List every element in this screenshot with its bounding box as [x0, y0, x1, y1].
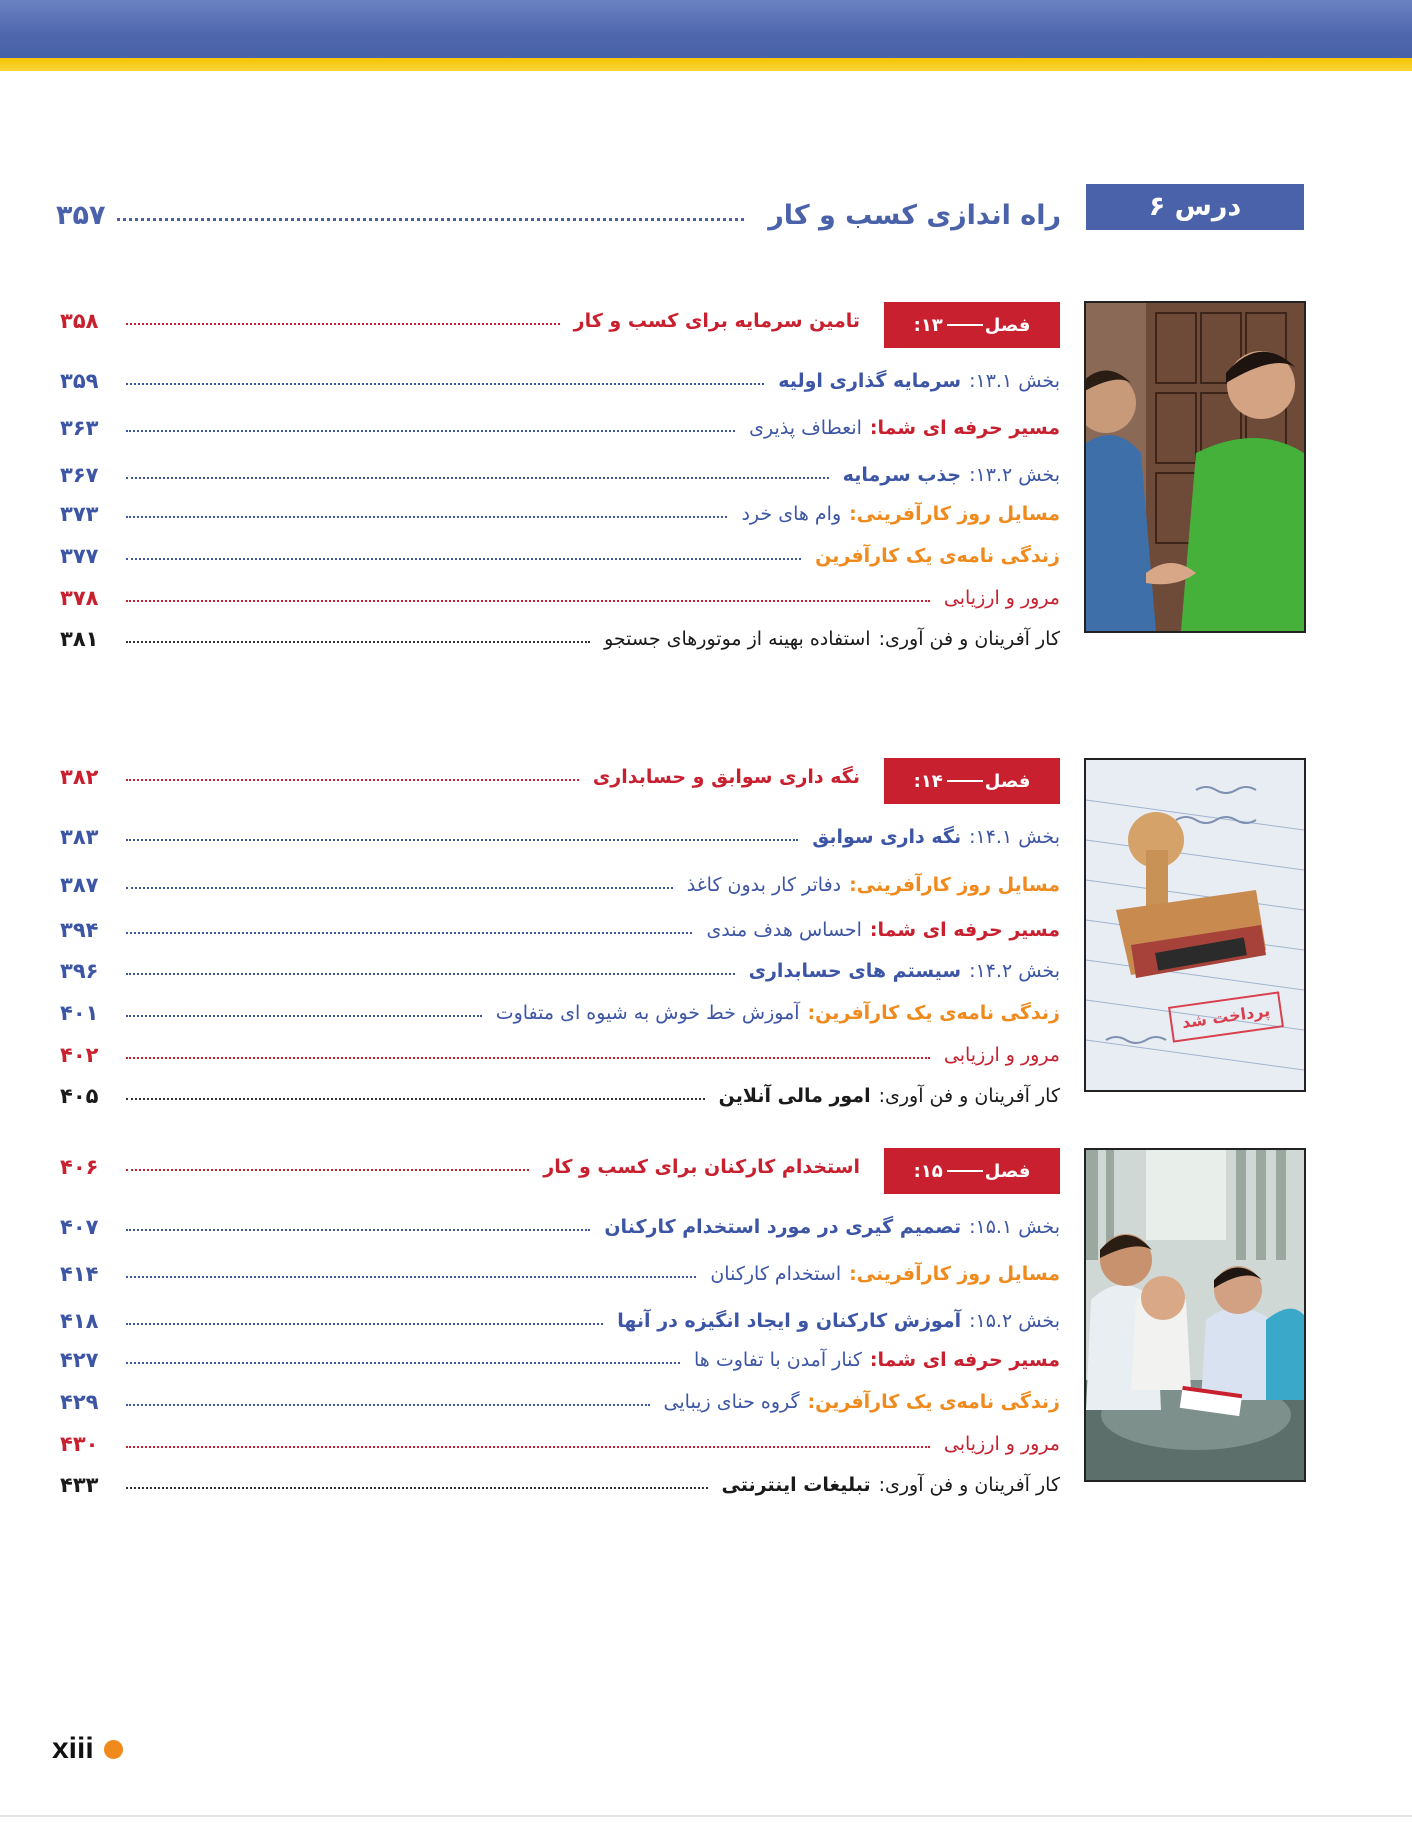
toc-row[interactable] [60, 624, 1060, 654]
row-text: سرمایه گذاری اولیه [778, 370, 962, 392]
dot-leader [126, 839, 798, 841]
row-prefix: بخش ۱۴.۲: [969, 960, 1060, 982]
row-text: جذب سرمایه [842, 464, 962, 486]
toc-row[interactable] [60, 915, 1060, 945]
row-text: تبلیغات اینترنتی [721, 1474, 871, 1496]
toc-row[interactable] [60, 1470, 1060, 1500]
row-text: سیستم های حسابداری [748, 960, 962, 982]
row-text: تصمیم گیری در مورد استخدام کارکنان [604, 1216, 962, 1238]
page-number: ۳۷۳ [60, 502, 99, 526]
dot-leader [126, 600, 930, 602]
row-prefix: کار آفرینان و فن آوری: [878, 1085, 1060, 1107]
stamp-text: پرداخت شد [1180, 1000, 1272, 1033]
page-number: ۴۰۱ [60, 1001, 99, 1025]
row-prefix: بخش ۱۳.۲: [969, 464, 1060, 486]
badge-dash [947, 324, 983, 326]
toc-row[interactable] [60, 1345, 1060, 1375]
row-text: نگه داری سوابق [812, 826, 962, 848]
toc-row[interactable] [60, 1387, 1060, 1417]
lesson-title: راه اندازی کسب و کار [768, 199, 1061, 231]
toc-row[interactable] [60, 413, 1060, 443]
dot-leader [126, 1015, 482, 1017]
page-number: ۳۸۷ [60, 873, 99, 897]
page-number: ۴۱۸ [60, 1309, 99, 1333]
page-number: ۳۶۳ [60, 416, 99, 440]
chapter-14-badge [884, 758, 1060, 804]
toc-row[interactable] [60, 541, 1060, 571]
toc-row[interactable] [60, 366, 1060, 396]
dot-leader [126, 383, 764, 385]
meeting-photo [1084, 1148, 1306, 1482]
row-prefix: زندگی نامه‌ی یک کارآفرین: [807, 1002, 1060, 1024]
page-number: ۴۱۴ [60, 1262, 99, 1286]
row-text: استفاده بهینه از موتورهای جستجو [604, 628, 871, 650]
row-prefix: مسایل روز کارآفرینی: [849, 1263, 1060, 1285]
badge-number: ۱۵: [913, 1160, 943, 1182]
toc-row[interactable] [60, 998, 1060, 1028]
row-text: وام های خرد [741, 503, 842, 525]
badge-number: ۱۴: [913, 770, 943, 792]
page-number-roman: xiii [52, 1732, 94, 1765]
page-number: ۳۹۶ [60, 959, 99, 983]
row-prefix: مسیر حرفه ای شما: [869, 1349, 1060, 1371]
page-number: ۴۳۳ [60, 1473, 99, 1497]
page-number: ۴۰۶ [60, 1155, 99, 1179]
page-number: ۴۲۷ [60, 1348, 99, 1372]
toc-row[interactable] [60, 499, 1060, 529]
toc-row[interactable] [60, 1081, 1060, 1111]
chapter-15-title-row[interactable] [60, 1152, 860, 1182]
dot-leader [126, 641, 590, 643]
toc-row[interactable] [60, 1040, 1060, 1070]
toc-row[interactable] [60, 1306, 1060, 1336]
page-number: ۳۷۷ [60, 544, 99, 568]
row-prefix: مسیر حرفه ای شما: [869, 417, 1060, 439]
lesson-entry[interactable] [56, 195, 1061, 235]
bottom-divider [0, 1815, 1412, 1817]
row-text: دفاتر کار بدون کاغذ [686, 874, 842, 896]
toc-row[interactable] [60, 956, 1060, 986]
dot-leader [126, 1169, 529, 1171]
dot-leader [126, 932, 692, 934]
toc-row[interactable] [60, 1429, 1060, 1459]
dot-leader [126, 1487, 708, 1489]
row-text: انعطاف پذیری [749, 417, 862, 439]
row-prefix: کار آفرینان و فن آوری: [878, 628, 1060, 650]
dot-leader [126, 558, 801, 560]
dot-leader [126, 1404, 650, 1406]
row-prefix: مرور و ارزیابی [943, 1044, 1060, 1066]
row-text: آموزش کارکنان و ایجاد انگیزه در آنها [617, 1310, 962, 1332]
toc-row[interactable] [60, 583, 1060, 613]
toc-row[interactable] [60, 460, 1060, 490]
row-prefix: بخش ۱۵.۱: [969, 1216, 1060, 1238]
dot-leader [126, 1323, 603, 1325]
header-bar [0, 0, 1412, 58]
stamp-photo [1084, 758, 1306, 1092]
page-number: ۴۰۷ [60, 1215, 99, 1239]
row-text: کنار آمدن با تفاوت ها [694, 1349, 862, 1371]
chapter-14-title-row[interactable] [60, 762, 860, 792]
dot-leader [126, 1362, 680, 1364]
chapter-title: تامین سرمایه برای کسب و کار [573, 310, 860, 332]
toc-row[interactable] [60, 822, 1060, 852]
chapter-title: نگه داری سوابق و حسابداری [592, 766, 860, 788]
chapter-15-badge [884, 1148, 1060, 1194]
page-number: ۳۸۱ [60, 627, 99, 651]
page-number: ۳۷۸ [60, 586, 99, 610]
dot-leader [126, 323, 560, 325]
lesson-badge: درس ۶ [1086, 184, 1304, 230]
page-number: ۳۵۹ [60, 369, 99, 393]
row-prefix: زندگی نامه‌ی یک کارآفرین: [807, 1391, 1060, 1413]
row-prefix: بخش ۱۵.۲: [969, 1310, 1060, 1332]
badge-word: فصل [984, 770, 1031, 792]
row-text: استخدام کارکنان [710, 1263, 842, 1285]
page-number: ۳۹۴ [60, 918, 99, 942]
dot-leader [126, 1276, 696, 1278]
dot-leader [126, 430, 735, 432]
page-number: ۳۸۲ [60, 765, 99, 789]
dot-leader [126, 1229, 590, 1231]
page-number: ۴۳۰ [60, 1432, 99, 1456]
dot-leader [126, 887, 673, 889]
dot-leader [126, 516, 727, 518]
page-number: ۴۰۲ [60, 1043, 99, 1067]
page-number: ۴۰۵ [60, 1084, 99, 1108]
dot-leader [126, 1446, 930, 1448]
dot-leader [126, 1098, 705, 1100]
row-text: آموزش خط خوش به شیوه ای متفاوت [495, 1002, 800, 1024]
toc-row[interactable] [60, 870, 1060, 900]
page-number: ۴۲۹ [60, 1390, 99, 1414]
dot-leader [117, 218, 744, 221]
badge-dash [947, 1170, 983, 1172]
chapter-title: استخدام کارکنان برای کسب و کار [543, 1156, 860, 1178]
row-text: امور مالی آنلاین [718, 1085, 871, 1107]
toc-row[interactable] [60, 1212, 1060, 1242]
bullet-dot-icon [104, 1740, 123, 1759]
row-text: گروه حنای زیبایی [663, 1391, 800, 1413]
chapter-13-badge [884, 302, 1060, 348]
dot-leader [126, 1057, 930, 1059]
row-text: احساس هدف مندی [706, 919, 862, 941]
chapter-13-title-row[interactable] [60, 306, 860, 336]
row-prefix: مسایل روز کارآفرینی: [849, 503, 1060, 525]
page-number: ۳۶۷ [60, 463, 99, 487]
row-prefix: مرور و ارزیابی [943, 587, 1060, 609]
page-footer [52, 1732, 123, 1766]
dot-leader [126, 477, 829, 479]
header-stripe [0, 58, 1412, 71]
toc-row[interactable] [60, 1259, 1060, 1289]
badge-word: فصل [984, 314, 1031, 336]
row-prefix: بخش ۱۴.۱: [969, 826, 1060, 848]
row-prefix: مرور و ارزیابی [943, 1433, 1060, 1455]
dot-leader [126, 779, 579, 781]
row-prefix: کار آفرینان و فن آوری: [878, 1474, 1060, 1496]
row-prefix: زندگی نامه‌ی یک کارآفرین [815, 545, 1060, 567]
badge-dash [947, 780, 983, 782]
badge-word: فصل [984, 1160, 1031, 1182]
badge-number: ۱۳: [913, 314, 943, 336]
page-number: ۳۵۸ [60, 309, 99, 333]
dot-leader [126, 973, 735, 975]
lesson-page: ۳۵۷ [56, 199, 106, 231]
row-prefix: بخش ۱۳.۱: [969, 370, 1060, 392]
row-prefix: مسایل روز کارآفرینی: [849, 874, 1060, 896]
handshake-photo [1084, 301, 1306, 633]
row-prefix: مسیر حرفه ای شما: [869, 919, 1060, 941]
page-number: ۳۸۳ [60, 825, 99, 849]
